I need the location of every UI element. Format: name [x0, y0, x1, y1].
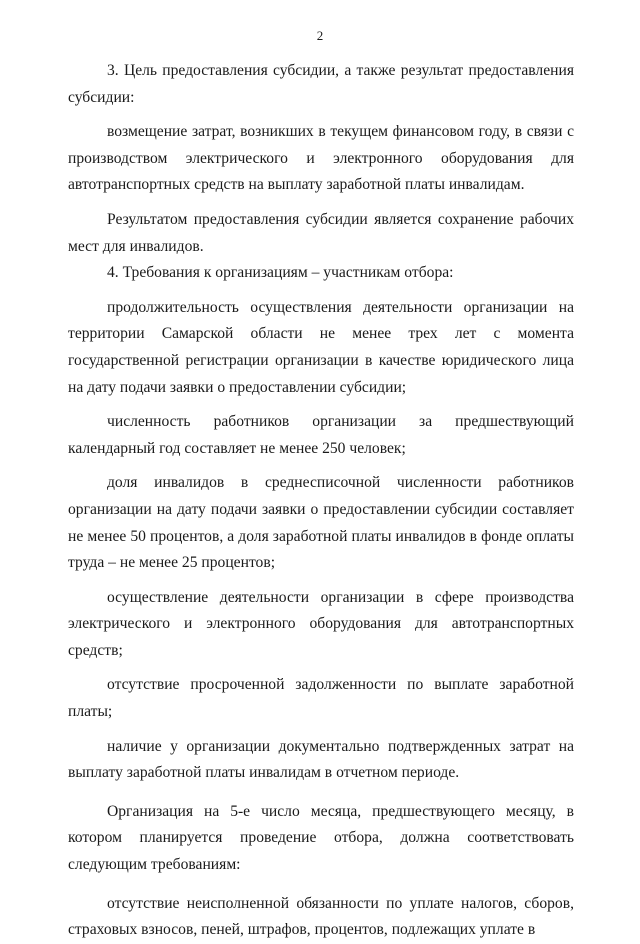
paragraph-organization-conditions: Организация на 5-е число месяца, предшествующего месяцу, в котором планируется проведение отбора, должна соответствовать следующим требованиям: [68, 802, 574, 874]
paragraph-requirements-heading: 4. Требования к организациям – участникам отбора: [107, 264, 454, 282]
paragraph-no-tax-debt: отсутствие неисполненной обязанности по уплате налогов, сборов, страховых взносов, пеней, штрафов, процентов, подлежащих уплате в [68, 894, 574, 939]
paragraph-subsidy-result: Результатом предоставления субсидии является сохранение рабочих мест для инвалидов. [68, 210, 574, 255]
page-number: 2 [316, 28, 324, 43]
paragraph-requirement-headcount: численность работников организации за предшествующий календарный год составляет не менее 250 человек; [68, 413, 574, 457]
paragraph-requirement-activity: осуществление деятельности организации в сфере производства электрического и электронного оборудования для автотранспортных средств; [68, 588, 574, 659]
paragraph-requirement-duration: продолжительность осуществления деятельности организации на территории Самарской области не менее трех лет с момента государственной регистрации организации в качестве юридического лица на дату подачи заявки о предоставлении субсидии; [68, 298, 574, 396]
paragraph-requirement-disabled-share: доля инвалидов в среднесписочной численности работников организации на дату подачи заявки о предоставлении субсидии составляет не менее 50 процентов, а доля заработной платы инвалидов в фонде оплаты труда – не менее 25 процентов; [68, 474, 574, 572]
paragraph-subsidy-purpose-heading: 3. Цель предоставления субсидии, а также результат предоставления субсидии: [68, 62, 574, 106]
paragraph-requirement-no-wage-debt: отсутствие просроченной задолженности по выплате заработной платы; [68, 676, 574, 721]
document-body [68, 58, 574, 944]
paragraph-subsidy-purpose: возмещение затрат, возникших в текущем финансовом году, в связи с производством электрического и электронного оборудования для автотранспортных средств на выплату заработной платы инвалидам. [68, 123, 574, 194]
paragraph-requirement-documented-costs: наличие у организации документально подтвержденных затрат на выплату заработной платы инвалидам в отчетном периоде. [68, 737, 574, 782]
